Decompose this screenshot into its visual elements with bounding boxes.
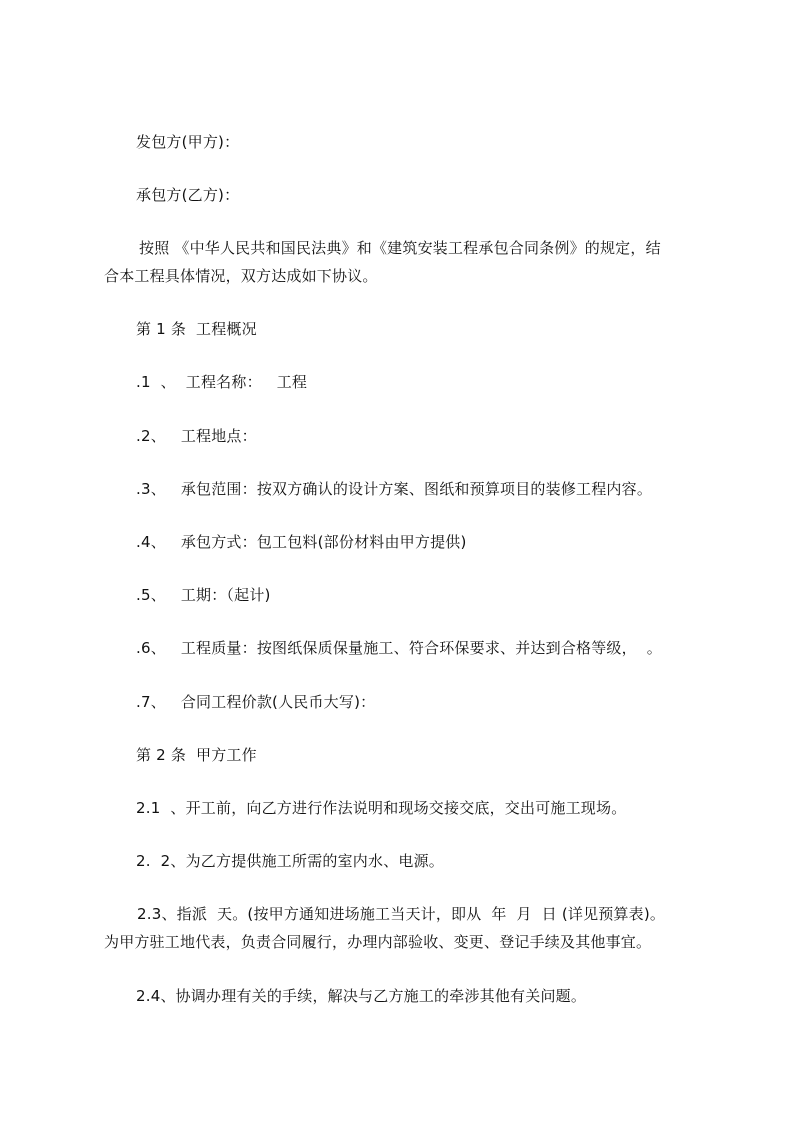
- preamble-line-2: 合本工程具体情况，双方达成如下协议。: [104, 267, 378, 285]
- item-2-1: 2.1 、开工前，向乙方进行作法说明和现场交接交底，交出可施工现场。: [136, 799, 627, 817]
- item-1-4: .4、 承包方式：包工包料(部份材料由甲方提供): [136, 533, 467, 551]
- item-1-7: .7、 合同工程价款(人民币大写)：: [136, 693, 376, 711]
- item-1-2: .2、 工程地点：: [136, 427, 257, 445]
- item-1-3: .3、 承包范围：按双方确认的设计方案、图纸和预算项目的装修工程内容。: [136, 480, 653, 498]
- item-1-6: .6、 工程质量：按图纸保质保量施工、符合环保要求、并达到合格等级， 。: [136, 639, 662, 657]
- item-2-3-line-2: 为甲方驻工地代表，负责合同履行，办理内部验收、变更、登记手续及其他事宜。: [104, 933, 652, 951]
- article-1-heading: 第 1 条 工程概况: [136, 320, 257, 338]
- preamble-line-1: 按照 《中华人民共和国民法典》和《建筑安装工程承包合同条例》的规定，结: [139, 239, 661, 257]
- item-1-5: .5、 工期：（起计): [136, 586, 271, 604]
- item-2-3-line-1: 2.3、指派 天。(按甲方通知进场施工当天计，即从 年 月 日 (详见预算表)。: [137, 905, 666, 923]
- item-2-4: 2.4、协调办理有关的手续，解决与乙方施工的牵涉其他有关问题。: [136, 987, 587, 1005]
- party-a-line: 发包方(甲方)：: [136, 133, 240, 151]
- article-2-heading: 第 2 条 甲方工作: [136, 746, 257, 764]
- item-2-2: 2. 2、为乙方提供施工所需的室内水、电源。: [136, 852, 444, 870]
- party-b-line: 承包方(乙方)：: [136, 186, 240, 204]
- item-1-1: .1 、 工程名称： 工程: [136, 373, 308, 391]
